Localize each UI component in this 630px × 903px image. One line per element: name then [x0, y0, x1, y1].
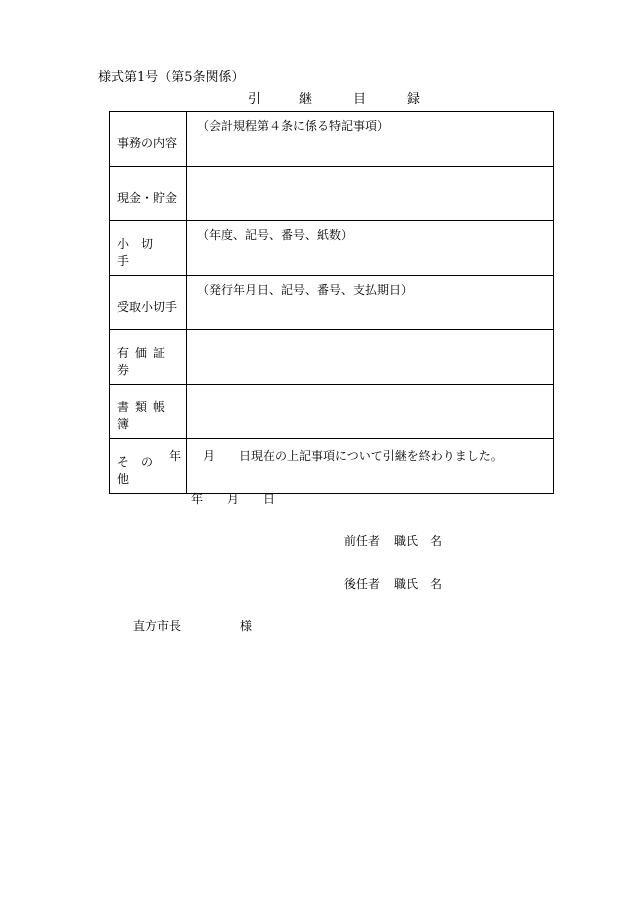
addressee-name: 直方市長	[133, 619, 182, 633]
table-row	[110, 330, 554, 385]
addressee-honorific: 様	[240, 619, 253, 633]
row-label-affairs: 事務の内容	[110, 112, 187, 167]
row-note-received-checks[interactable]: （発行年月日、記号、番号、支払期日）	[187, 275, 554, 330]
table-row	[110, 166, 554, 221]
successor-signature	[344, 575, 442, 592]
row-note-checks[interactable]: （年度、記号、番号、紙数）	[187, 221, 554, 276]
title-char-4: 録	[407, 92, 421, 107]
table-row	[110, 112, 554, 167]
signature-date-day: 日	[263, 492, 276, 506]
table-row	[110, 384, 554, 439]
predecessor-name-field: 職氏 名	[394, 534, 443, 548]
title-char-2: 継	[299, 92, 313, 107]
row-label-other: その他	[110, 439, 187, 494]
row-label-received-checks: 受取小切手	[110, 275, 187, 330]
statement-text: 日現在の上記事項について引継を終わりました。	[239, 449, 503, 463]
row-note-cash[interactable]	[187, 166, 554, 221]
successor-name-field: 職氏 名	[394, 577, 443, 591]
signature-date-month: 月	[227, 492, 240, 506]
successor-role: 後任者	[344, 577, 381, 591]
row-label-checks: 小切手	[110, 221, 187, 276]
predecessor-signature	[344, 532, 442, 549]
row-label-securities: 有価証券	[110, 330, 187, 385]
row-note-securities[interactable]	[187, 330, 554, 385]
table-row	[110, 275, 554, 330]
statement-month: 月	[203, 449, 216, 463]
title-char-3: 目	[353, 92, 367, 107]
row-note-ledgers[interactable]	[187, 384, 554, 439]
form-number-label: 様式第1号（第5条関係）	[98, 70, 245, 85]
row-label-cash: 現金・貯金	[110, 166, 187, 221]
addressee	[133, 617, 252, 634]
row-note-affairs[interactable]: （会計規程第４条に係る特記事項）	[187, 112, 554, 167]
predecessor-role: 前任者	[344, 534, 381, 548]
row-label-ledgers: 書類帳簿	[110, 384, 187, 439]
title-char-1: 引	[248, 92, 262, 107]
handover-records-table	[109, 111, 554, 494]
statement-year: 年	[169, 449, 182, 463]
signature-date-year: 年	[191, 492, 204, 506]
table-row	[110, 221, 554, 276]
